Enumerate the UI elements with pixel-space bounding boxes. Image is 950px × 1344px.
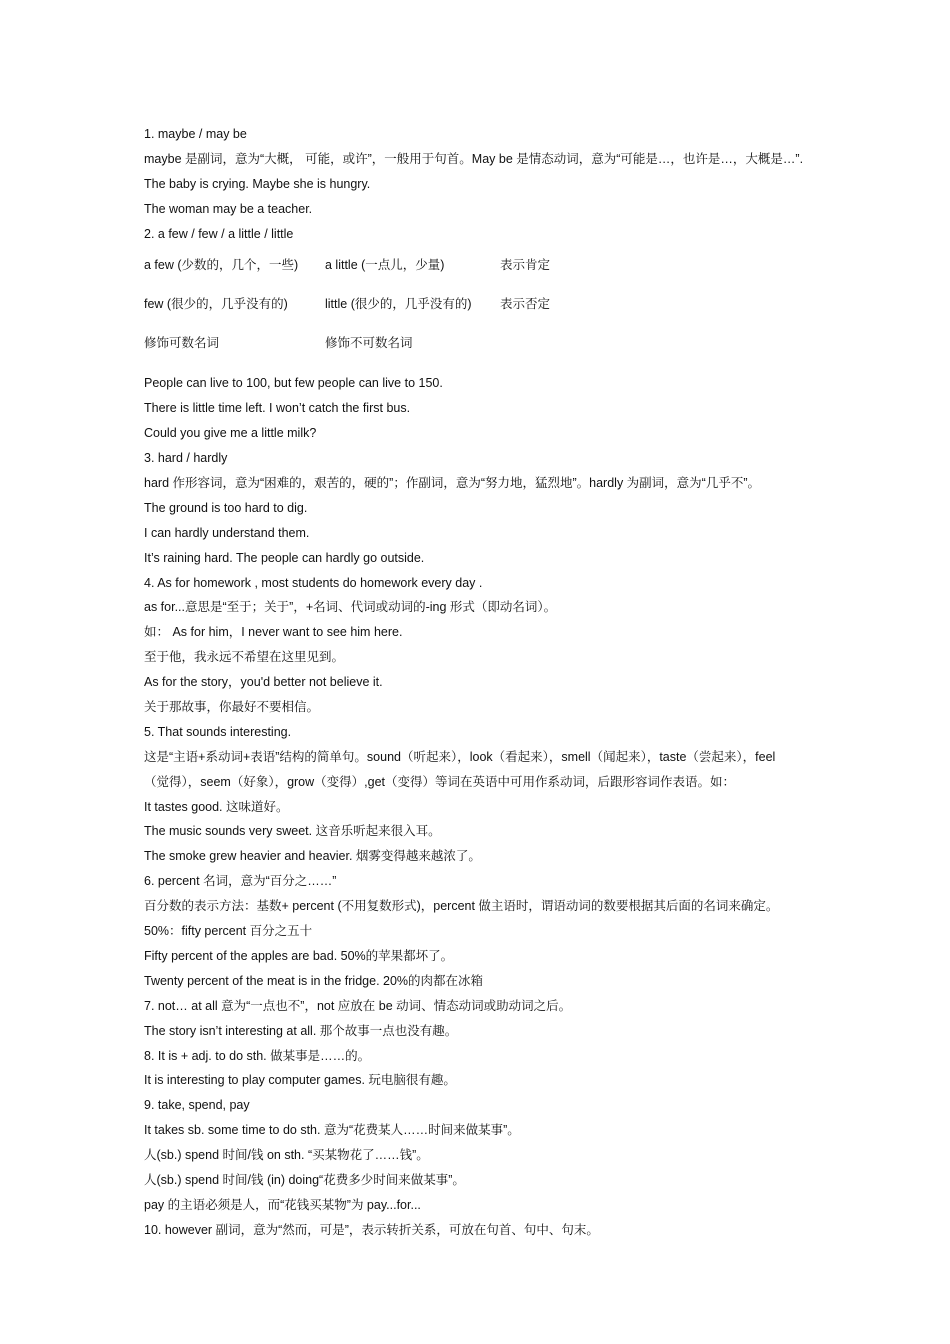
paragraph-line: hard 作形容词，意为“困难的，艰苦的，硬的”；作副词，意为“努力地，猛烈地”。hardly 为副词，意为“几乎不”。 bbox=[144, 476, 760, 491]
example-sentence: As for the story，you'd better not believe it. bbox=[144, 675, 383, 690]
example-sentence: There is little time left. I won’t catch the first bus. bbox=[144, 401, 411, 416]
example-sentence: 50%：fifty percent 百分之五十 bbox=[144, 924, 313, 939]
table-row bbox=[144, 285, 824, 324]
heading-7: 7. not… at all 意为“一点也不”，not 应放在 be 动词、情态动词或助动词之后。 bbox=[144, 998, 572, 1013]
example-sentence: The baby is crying. Maybe she is hungry. bbox=[144, 176, 371, 191]
table-row bbox=[144, 324, 824, 363]
example-sentence: The woman may be a teacher. bbox=[144, 201, 313, 216]
example-sentence: Fifty percent of the apples are bad. 50%的苹果都坏了。 bbox=[144, 948, 454, 963]
example-sentence: People can live to 100, but few people can live to 150. bbox=[144, 376, 443, 391]
example-sentence: Could you give me a little milk? bbox=[144, 426, 317, 441]
table-cell: a little (一点儿，少量) bbox=[325, 258, 445, 273]
example-sentence: 如： As for him，I never want to see him here. bbox=[144, 625, 403, 640]
paragraph-line: 人(sb.) spend 时间/钱 (in) doing“花费多少时间来做某事”。 bbox=[144, 1172, 465, 1187]
heading-10: 10. however 副词，意为“然而，可是”，表示转折关系，可放在句首、句中、句末。 bbox=[144, 1222, 599, 1237]
table-cell: 修饰不可数名词 bbox=[325, 336, 413, 351]
example-sentence: It tastes good. 这味道好。 bbox=[144, 799, 289, 814]
heading-3: 3. hard / hardly bbox=[144, 451, 228, 466]
heading-6: 6. percent 名词，意为“百分之……” bbox=[144, 874, 337, 889]
example-sentence: The music sounds very sweet. 这音乐听起来很入耳。 bbox=[144, 824, 441, 839]
paragraph-line: 百分数的表示方法：基数+ percent (不用复数形式)，percent 做主语时，谓语动词的数要根据其后面的名词来确定。 bbox=[144, 899, 779, 914]
table-row bbox=[144, 246, 824, 285]
example-sentence: The ground is too hard to dig. bbox=[144, 500, 308, 515]
heading-1: 1. maybe / may be bbox=[144, 127, 247, 141]
paragraph-line: 这是“主语+系动词+表语”结构的简单句。sound（听起来），look（看起来），smell（闻起来），taste（尝起来），feel bbox=[144, 749, 776, 764]
paragraph-line: 人(sb.) spend 时间/钱 on sth. “买某物花了……钱”。 bbox=[144, 1148, 429, 1163]
example-sentence: It is interesting to play computer games. 玩电脑很有趣。 bbox=[144, 1073, 456, 1088]
table-cell: few (很少的，几乎没有的) bbox=[144, 297, 288, 312]
heading-4: 4. As for homework , most students do homework every day . bbox=[144, 575, 483, 590]
translation-line: 关于那故事，你最好不要相信。 bbox=[144, 700, 320, 715]
example-sentence: The smoke grew heavier and heavier. 烟雾变得越来越浓了。 bbox=[144, 849, 481, 864]
paragraph-line: It takes sb. some time to do sth. 意为“花费某人……时间来做某事”。 bbox=[144, 1123, 520, 1138]
table-cell: 表示肯定 bbox=[500, 258, 551, 273]
table-cell: 表示否定 bbox=[500, 297, 551, 312]
paragraph-line: pay 的主语必须是人，而“花钱买某物”为 pay...for... bbox=[144, 1197, 421, 1212]
table-cell: little (很少的，几乎没有的) bbox=[325, 297, 472, 312]
heading-8: 8. It is + adj. to do sth. 做某事是……的。 bbox=[144, 1048, 371, 1063]
paragraph-line: （觉得），seem（好象），grow（变得）,get（变得）等词在英语中可用作系动词，后跟形容词作表语。如： bbox=[144, 774, 736, 789]
heading-2: 2. a few / few / a little / little bbox=[144, 226, 294, 241]
heading-5: 5. That sounds interesting. bbox=[144, 724, 292, 739]
table-cell: a few (少数的，几个，一些) bbox=[144, 258, 299, 273]
translation-line: 至于他，我永远不希望在这里见到。 bbox=[144, 650, 345, 665]
document-body bbox=[144, 122, 824, 1243]
table-cell: 修饰可数名词 bbox=[144, 336, 220, 351]
heading-9: 9. take, spend, pay bbox=[144, 1098, 250, 1113]
example-sentence: Twenty percent of the meat is in the fridge. 20%的肉都在冰箱 bbox=[144, 973, 484, 988]
comparison-table bbox=[144, 246, 824, 363]
example-sentence: It’s raining hard. The people can hardly go outside. bbox=[144, 550, 425, 565]
paragraph-line: maybe 是副词，意为“大概， 可能，或许”，一般用于句首。May be 是情态动词，意为“可能是…，也许是…，大概是…”. bbox=[144, 151, 804, 166]
example-sentence: I can hardly understand them. bbox=[144, 525, 310, 540]
example-sentence: The story isn’t interesting at all. 那个故事一点也没有趣。 bbox=[144, 1023, 458, 1038]
paragraph-line: as for...意思是“至于；关于”，+名词、代词或动词的-ing 形式（即动名词）。 bbox=[144, 600, 557, 615]
